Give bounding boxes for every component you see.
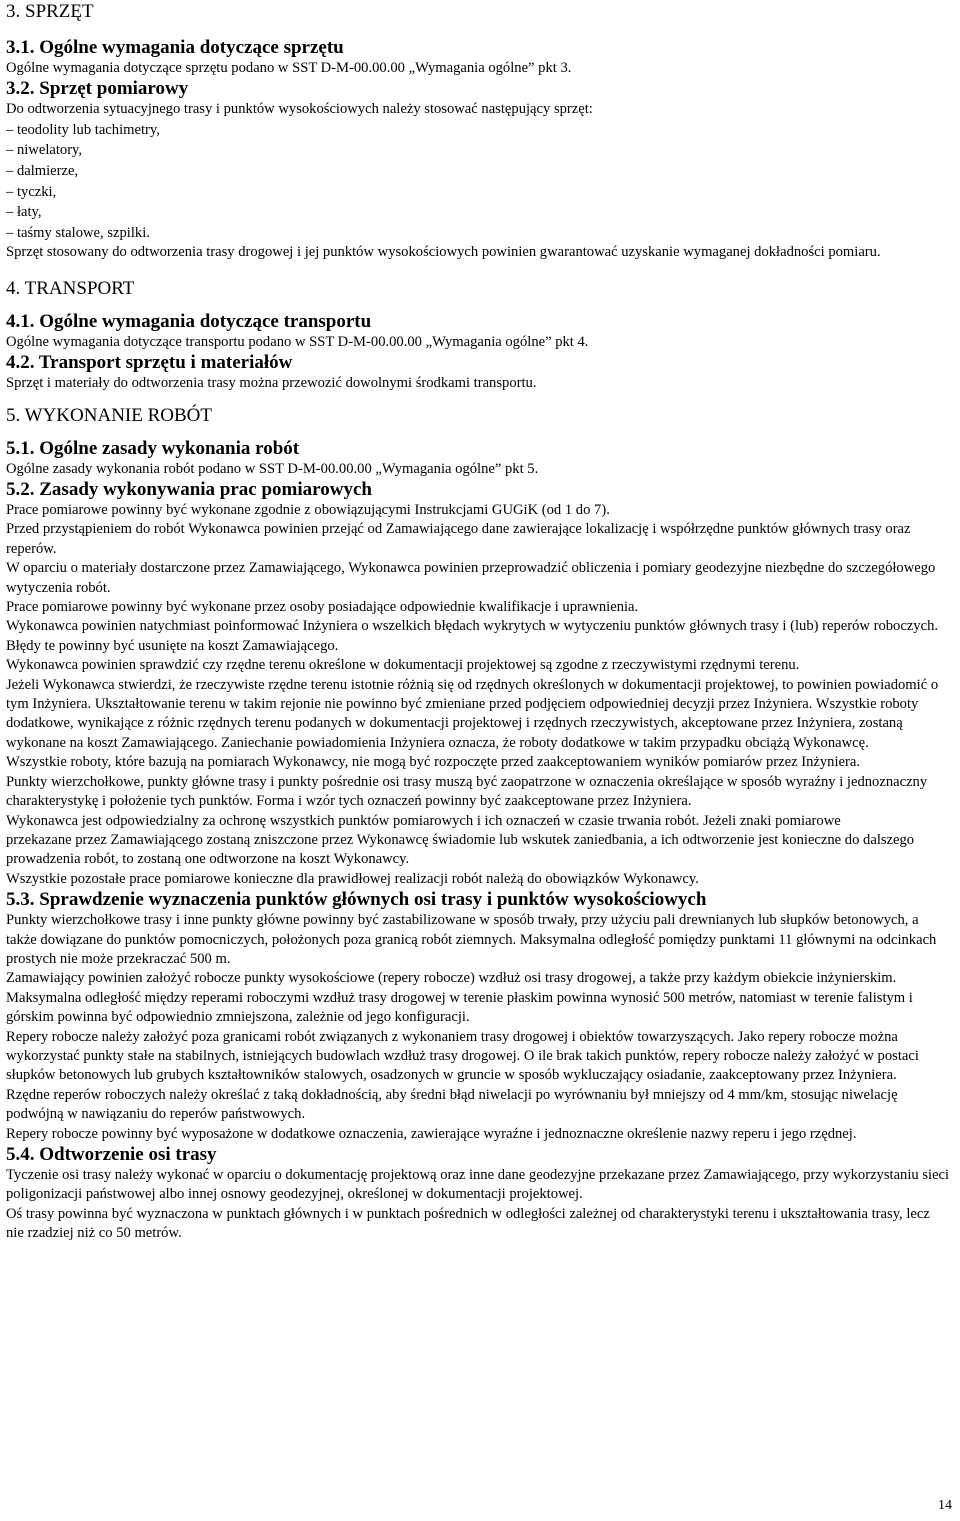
document-page — [6, 0, 950, 1244]
paragraph: Oś trasy powinna być wyznaczona w punktach głównych i w punktach pośrednich w odległości zależnej od charakterystyki terenu i ukształtowania trasy, lecz nie rzadziej niż co 50 metrów. — [6, 1205, 930, 1242]
paragraph: Repery robocze należy założyć poza granicami robót związanych z wykonaniem trasy drogowej i obiektów towarzyszących. Jako repery robocze można wykorzystać punkty stałe na stabilnych, istniejących budowlach wzdłuż trasy drogowej. O ile brak takich punktów, repery robocze należy założyć w postaci słupków betonowych lub grubych kształtowników stalowych, osadzonych w gruncie w sposób wykluczający osiadanie, zaakceptowany przez Inżyniera. — [6, 1028, 919, 1084]
paragraph: wykonane na koszt Zamawiającego. Zaniechanie powiadomienia Inżyniera oznacza, że roboty dodatkowe w takim przypadku obciążą Wykonawcę. — [6, 734, 869, 751]
paragraph: Rzędne reperów roboczych należy określać z taką dokładnością, aby średni błąd niwelacji po wyrównaniu był mniejszy od 4 mm/km, stosując niwelację podwójną w nawiązaniu do reperów państwowych. — [6, 1086, 898, 1123]
paragraph: Wszystkie pozostałe prace pomiarowe konieczne dla prawidłowej realizacji robót należą do obowiązków Wykonawcy. — [6, 870, 699, 887]
paragraph: Prace pomiarowe powinny być wykonane zgodnie z obowiązującymi Instrukcjami GUGiK (od 1 do 7). — [6, 502, 610, 518]
section-3-2-intro: Do odtworzenia sytuacyjnego trasy i punktów wysokościowych należy stosować następujący sprzęt: — [6, 101, 593, 118]
list-item: – niwelatory, — [6, 142, 83, 159]
section-4-1-heading: 4.1. Ogólne wymagania dotyczące transportu — [6, 310, 372, 332]
section-3-2-heading: 3.2. Sprzęt pomiarowy — [6, 78, 189, 100]
equipment-list — [6, 120, 950, 244]
section-5-1-text: Ogólne zasady wykonania robót podano w SST D-M-00.00.00 „Wymagania ogólne” pkt 5. — [6, 460, 539, 477]
paragraph: Zamawiający powinien założyć robocze punkty wysokościowe (repery robocze) wzdłuż osi trasy drogowej, a także przy każdym obiekcie inżynierskim. Maksymalna odległość między reperami roboczymi wzdłuż trasy drogowej w terenie płaskim powinna wynosić 500 metrów, natomiast w terenie falistym i górskim powinna być odpowiednio zmniejszona, zależnie od jego konfiguracji. — [6, 970, 913, 1026]
paragraph: Jeżeli Wykonawca stwierdzi, że rzeczywiste rzędne terenu istotnie różnią się od rzędnych określonych w dokumentacji projektowej, to powinien powiadomić o tym Inżyniera. Ukształtowanie terenu w takim rejonie nie powinno być zmieniane przed podjęciem odpowiedniej decyzji przez Inżyniera. Wszystkie roboty dodatkowe, wynikające z różnic rzędnych terenu podanych w dokumentacji projektowej i rzędnych rzeczywistych, akceptowane przez Inżyniera, zostaną — [6, 676, 939, 732]
paragraph: Repery robocze powinny być wyposażone w dodatkowe oznaczenia, zawierające wyraźne i jednoznaczne określenie nazwy reperu i jego rzędnej. — [6, 1125, 857, 1142]
section-3-1-heading: 3.1. Ogólne wymagania dotyczące sprzętu — [6, 37, 344, 58]
list-item: – dalmierze, — [6, 163, 79, 179]
page-number: 14 — [938, 1498, 952, 1513]
paragraph: przekazane przez Zamawiającego zostaną zniszczone przez Wykonawcę świadomie lub wskutek zaniedbania, a ich odtworzenie jest konieczne do dalszego prowadzenia robót, to zostaną one odtworzone na koszt Wykonawcy. — [6, 831, 915, 868]
section-5-heading: 5. WYKONANIE ROBÓT — [6, 404, 212, 426]
paragraph: Wykonawca powinien sprawdzić czy rzędne terenu określone w dokumentacji projektowej są zgodne z rzeczywistymi rzędnymi terenu. — [6, 657, 800, 674]
paragraph: Prace pomiarowe powinny być wykonane przez osoby posiadające odpowiednie kwalifikacje i uprawnienia. — [6, 599, 639, 616]
list-item: – teodolity lub tachimetry, — [6, 121, 160, 138]
paragraph: W oparciu o materiały dostarczone przez Zamawiającego, Wykonawca powinien przeprowadzić obliczenia i pomiary geodezyjne niezbędne do szczegółowego wytyczenia robót. — [6, 560, 936, 596]
paragraph: Wykonawca powinien natychmiast poinformować Inżyniera o wszelkich błędach wykrytych w wytyczeniu punktów głównych trasy i (lub) reperów roboczych. Błędy te powinny być usunięte na koszt Zamawiającego. — [6, 618, 939, 654]
list-item: – taśmy stalowe, szpilki. — [6, 224, 150, 241]
section-4-heading: 4. TRANSPORT — [6, 277, 135, 299]
section-3-heading: 3. SPRZĘT — [6, 1, 94, 22]
section-4-2-heading: 4.2. Transport sprzętu i materiałów — [6, 352, 293, 374]
paragraph: Punkty wierzchołkowe, punkty główne trasy i punkty pośrednie osi trasy muszą być zaopatrzone w oznaczenia określające w sposób wyraźny i jednoznaczny charakterystykę i położenie tych punktów. Forma i wzór tych oznaczeń powinny być zaakceptowane przez Inżyniera. — [6, 773, 928, 810]
paragraph: Wszystkie roboty, które bazują na pomiarach Wykonawcy, nie mogą być rozpoczęte przed zaakceptowaniem wyników pomiarów przez Inżyniera. — [6, 754, 860, 771]
section-5-1-heading: 5.1. Ogólne zasady wykonania robót — [6, 437, 300, 459]
paragraph: Punkty wierzchołkowe trasy i inne punkty główne powinny być zastabilizowane w sposób trwały, przy użyciu pali drewnianych lub słupków betonowych, a także dowiązane do punktów pomocniczych, położonych poza granicą robót ziemnych. Maksymalna odległość pomiędzy punktami 11 głównymi na odcinkach prostych nie może przekraczać 500 m. — [6, 912, 937, 967]
section-3-1-text: Ogólne wymagania dotyczące sprzętu podano w SST D-M-00.00.00 „Wymagania ogólne” pkt 3. — [6, 60, 572, 76]
section-4-2-text: Sprzęt i materiały do odtworzenia trasy można przewozić dowolnymi środkami transportu. — [6, 375, 537, 392]
paragraph: Wykonawca jest odpowiedzialny za ochronę wszystkich punktów pomiarowych i ich oznaczeń w czasie trwania robót. Jeżeli znaki pomiarowe — [6, 812, 841, 829]
section-5-4-heading: 5.4. Odtworzenie osi trasy — [6, 1144, 217, 1165]
section-5-2-heading: 5.2. Zasady wykonywania prac pomiarowych — [6, 479, 372, 500]
paragraph: Tyczenie osi trasy należy wykonać w oparciu o dokumentację projektową oraz inne dane geodezyjne przekazane przez Zamawiającego, przy wykorzystaniu sieci poligonizacji państwowej albo innej osnowy geodezyjnej, określonej w dokumentacji projektowej. — [6, 1167, 950, 1203]
list-item: – łaty, — [6, 204, 42, 221]
section-5-3-heading: 5.3. Sprawdzenie wyznaczenia punktów głównych osi trasy i punktów wysokościowych — [6, 889, 707, 911]
list-item: – tyczki, — [6, 183, 57, 200]
section-4-1-text: Ogólne wymagania dotyczące transportu podano w SST D-M-00.00.00 „Wymagania ogólne” pkt 4. — [6, 333, 589, 350]
paragraph: Przed przystąpieniem do robót Wykonawca powinien przejąć od Zamawiającego dane zawierające lokalizację i współrzędne punktów głównych trasy oraz reperów. — [6, 521, 911, 557]
section-3-2-text: Sprzęt stosowany do odtworzenia trasy drogowej i jej punktów wysokościowych powinien gwarantować uzyskanie wymaganej dokładności pomiaru. — [6, 244, 881, 261]
